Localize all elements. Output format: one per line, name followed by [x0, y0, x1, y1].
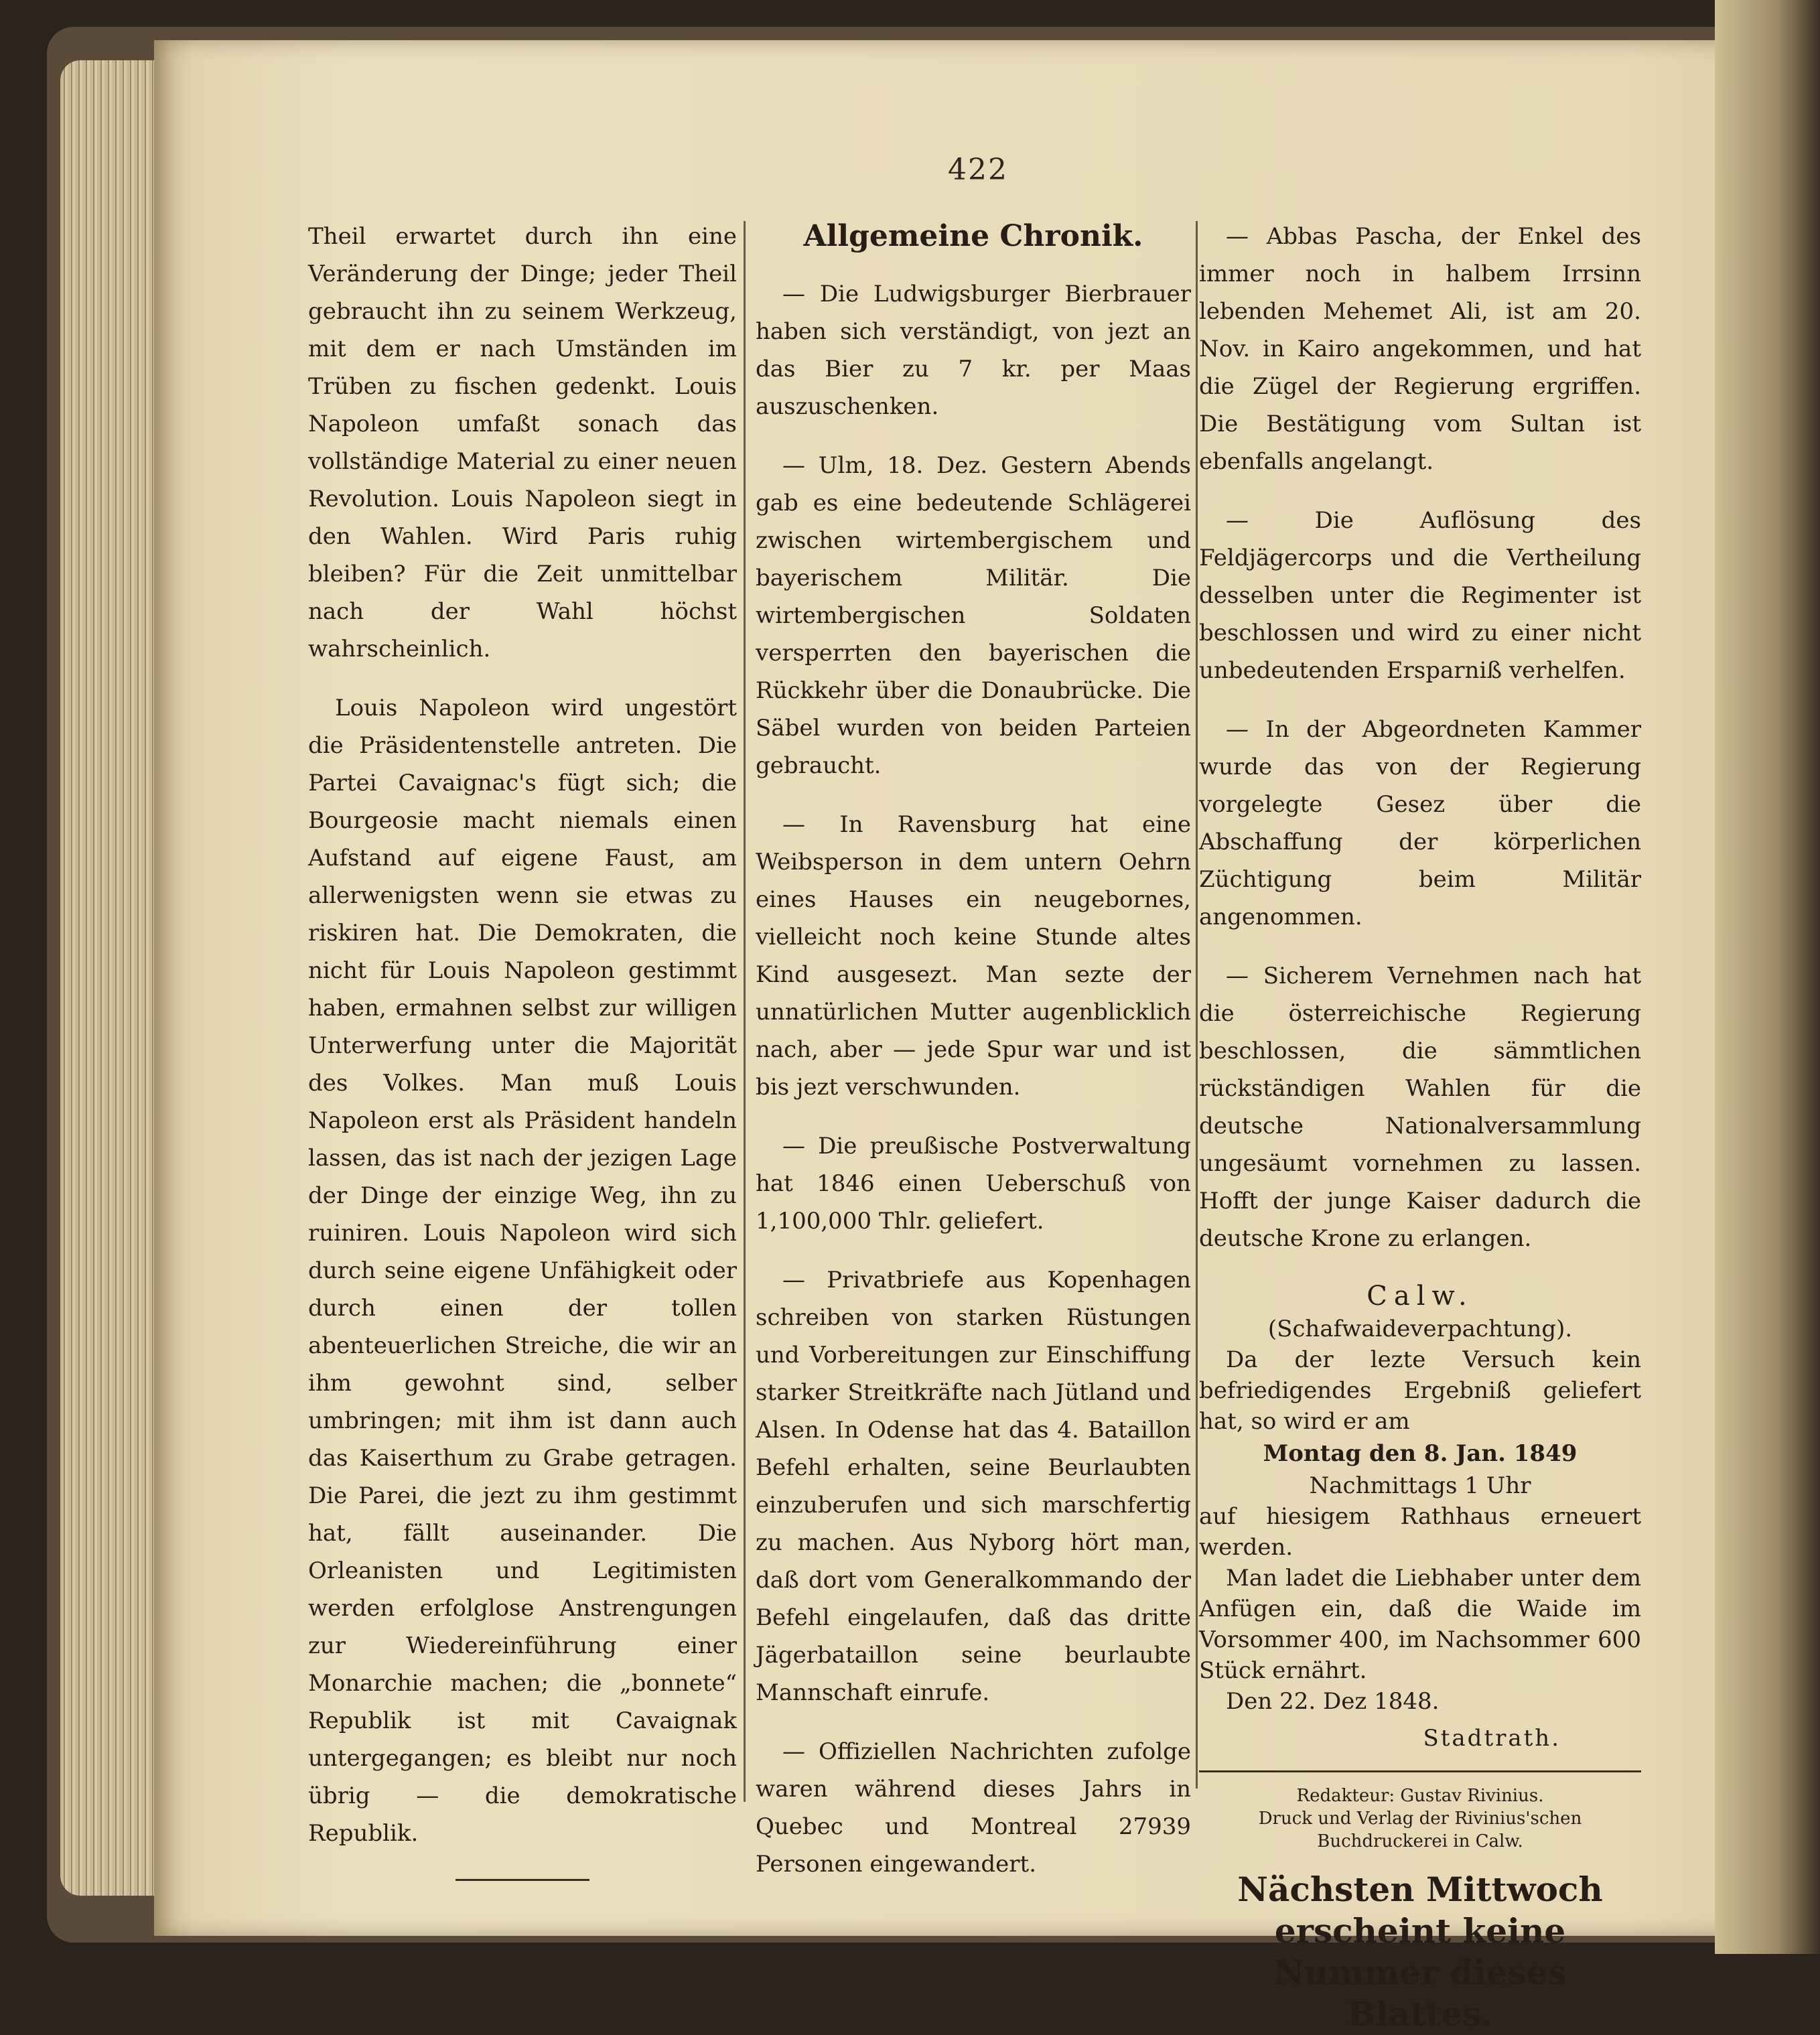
imprint-rule: [1199, 1770, 1641, 1772]
section-end-rule: [456, 1879, 589, 1881]
news-item: — In Ravensburg hat eine Weibsperson in dem untern Oehrn eines Hauses ein neugebornes, vielleicht noch keine Stunde altes Kind ausgesezt. Man sezte der unnatürlichen Mutter augenblicklich nach, aber — jede Spur war und ist bis jezt verschwunden.: [756, 811, 1191, 1101]
news-item: — Die preußische Postverwaltung hat 1846 einen Ueberschuß von 1,100,000 Thlr. geliefert.: [756, 1133, 1191, 1235]
notice-place: Calw.: [1367, 1281, 1474, 1312]
notice-body: Da der lezte Versuch kein befriedigendes Ergebniß geliefert hat, so wird er am: [1199, 1346, 1641, 1435]
news-item: — Privatbriefe aus Kopenhagen schreiben von starken Rüstungen und Vorbereitungen zur Einschiffung starker Streitkräfte nach Jütland und Alsen. In Odense hat das 4. Bataillon Befehl erhalten, seine Beurlaubten einzuberufen und sich marschfertig zu machen. Aus Nyborg hört man, daß dort vom Generalkommando der Befehl eingelaufen, daß das dritte Jägerbataillon seine beurlaubte Mannschaft einrufe.: [756, 1267, 1191, 1706]
notice-body-3: Man ladet die Liebhaber unter dem Anfügen ein, daß die Waide im Vorsommer 400, im Nachsommer 600 Stück ernährt.: [1199, 1565, 1641, 1684]
notice-subtitle: (Schafwaideverpachtung).: [1267, 1316, 1573, 1342]
paragraph: Theil erwartet durch ihn eine Veränderung der Dinge; jeder Theil gebraucht ihn zu seinem Werkzeug, mit dem er nach Umständen im Trüben zu fischen gedenkt. Louis Napoleon umfaßt sonach das vollständige Material zu einer neuen Revolution. Louis Napoleon siegt in den Wahlen. Wird Paris ruhig bleiben? Für die Zeit unmittelbar nach der Wahl höchst wahrscheinlich.: [308, 223, 737, 662]
notice-time: Nachmittags 1 Uhr: [1309, 1472, 1531, 1499]
page-number: 422: [948, 153, 1008, 187]
notice-body-2: auf hiesigem Rathhaus erneuert werden.: [1199, 1503, 1641, 1561]
column-divider-2: [1196, 221, 1198, 1788]
paragraph: Louis Napoleon wird ungestört die Präsidentenstelle antreten. Die Partei Cavaignac's fügt sich; die Bourgeosie macht niemals einen Aufstand auf eigene Faust, am allerwenigsten wenn sie etwas zu riskiren hat. Die Demokraten, die nicht für Louis Napoleon gestimmt haben, ermahnen selbst zur willigen Unterwerfung unter die Majorität des Volkes. Man muß Louis Napoleon erst als Präsident handeln lassen, das ist nach der jezigen Lage der Dinge der einzige Weg, ihn zu ruiniren. Louis Napoleon wird sich durch seine eigene Unfähigkeit oder durch einen der tollen abenteuerlichen Streiche, die wir an ihm gewohnt sind, selber umbringen; mit ihm ist dann auch das Kaiserthum zu Grabe getragen. Die Parei, die jezt zu ihm gestimmt hat, fällt auseinander. Die Orleanisten und Legitimisten werden erfolglose Anstrengungen zur Wiedereinführung einer Monarchie machen; die „bonnete“ Republik ist mit Cavaignak untergegangen; es bleibt nur noch übrig — die demokratische Republik.: [308, 695, 737, 1847]
news-item: — Ulm, 18. Dez. Gestern Abends gab es eine bedeutende Schlägerei zwischen wirtembergischem und bayerischem Militär. Die wirtembergischen Soldaten versperrten den bayerischen die Rückkehr über die Donaubrücke. Die Säbel wurden von beiden Parteien gebraucht.: [756, 452, 1191, 779]
column-middle: [756, 218, 1191, 1904]
notice-date: Montag den 8. Jan. 1849: [1263, 1440, 1578, 1467]
imprint-printer: Druck und Verlag der Rivinius'schen Buchdruckerei in Calw.: [1258, 1809, 1582, 1851]
notice-signature: Stadtrath.: [1423, 1725, 1561, 1752]
news-item: — Sicherem Vernehmen nach hat die österreichische Regierung beschlossen, die sämmtlichen rückständigen Wahlen für die deutsche Nationalversammlung ungesäumt vornehmen zu lassen. Hofft der junge Kaiser dadurch die deutsche Krone zu erlangen.: [1199, 963, 1641, 1252]
book-gutter: [1715, 0, 1820, 1954]
imprint-editor: Redakteur: Gustav Rivinius.: [1296, 1786, 1544, 1806]
column-divider-1: [744, 221, 746, 1802]
public-notice: [1199, 1279, 1641, 1757]
news-item: — Offiziellen Nachrichten zufolge waren während dieses Jahrs in Quebec und Montreal 27939 Personen eingewandert.: [756, 1738, 1191, 1878]
column-left: [308, 218, 737, 1881]
next-issue-notice: Nächsten Mittwoch erscheint keine Nummer dieses Blattes.: [1237, 1870, 1603, 2034]
news-item: — Die Ludwigsburger Bierbrauer haben sich verständigt, von jezt an das Bier zu 7 kr. per Maas auszuschenken.: [756, 281, 1191, 420]
news-item: — Abbas Pascha, der Enkel des immer noch in halbem Irrsinn lebenden Mehemet Ali, ist am 20. Nov. in Kairo angekommen, und hat die Zügel der Regierung ergriffen. Die Bestätigung vom Sultan ist ebenfalls angelangt.: [1199, 223, 1641, 475]
column-right: [1199, 218, 1641, 2035]
notice-dated: Den 22. Dez 1848.: [1226, 1688, 1440, 1715]
section-heading: Allgemeine Chronik.: [803, 219, 1143, 253]
news-item: — In der Abgeordneten Kammer wurde das von der Regierung vorgelegte Gesez über die Abschaffung der körperlichen Züchtigung beim Militär angenommen.: [1199, 716, 1641, 930]
news-item: — Die Auflösung des Feldjägercorps und die Vertheilung desselben unter die Regimenter ist beschlossen und wird zu einer nicht unbedeutenden Ersparniß verhelfen.: [1199, 507, 1641, 684]
